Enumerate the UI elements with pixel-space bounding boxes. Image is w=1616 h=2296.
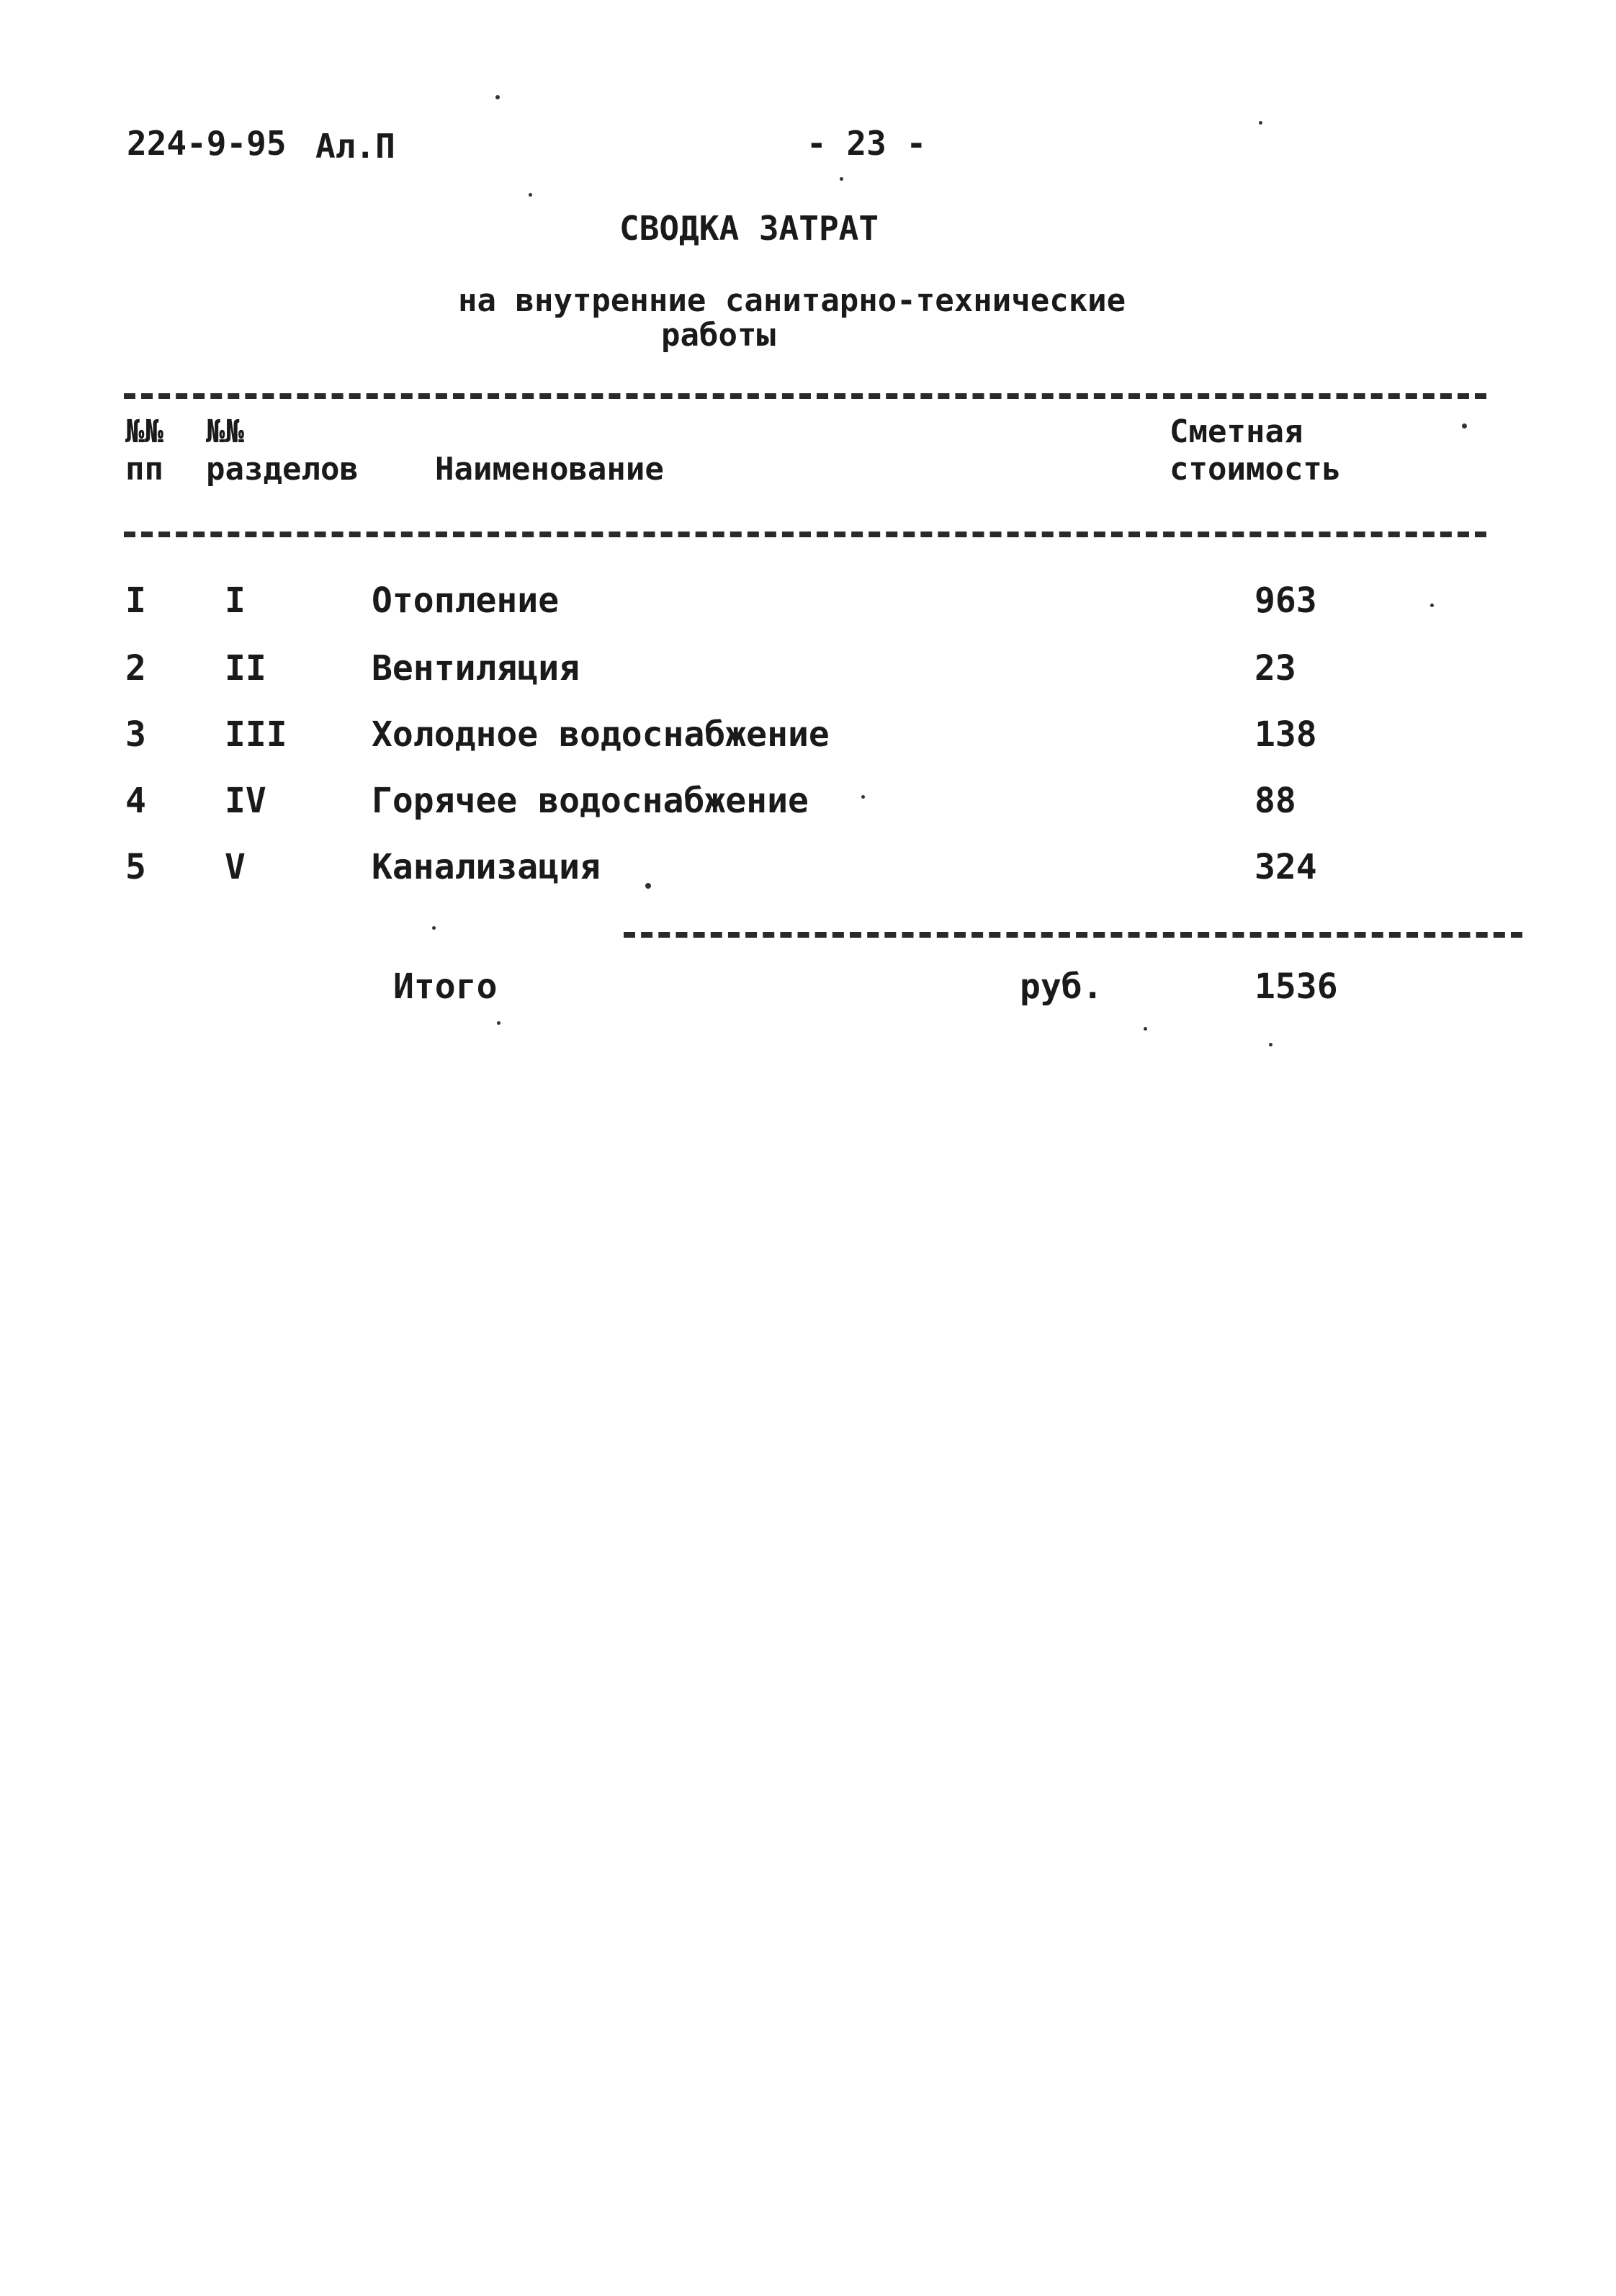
scan-speck	[497, 1021, 500, 1025]
page-subtitle-line1: на внутренние санитарно-технические	[458, 282, 1126, 319]
column-header-section-line2: разделов	[206, 451, 359, 488]
scan-speck	[645, 883, 651, 889]
document-code: 224-9-95	[127, 124, 287, 163]
album-label: Ал.П	[315, 127, 395, 166]
scan-speck	[840, 177, 843, 181]
row-section: II	[225, 648, 266, 689]
scan-speck	[529, 193, 532, 197]
row-cost: 23	[1254, 648, 1296, 689]
table-top-rule	[124, 393, 1486, 399]
scan-speck	[432, 926, 436, 930]
row-name: Горячее водоснабжение	[372, 781, 809, 821]
page-subtitle-line2: работы	[661, 317, 776, 354]
row-section: I	[225, 580, 246, 621]
row-name: Отопление	[372, 580, 560, 621]
scan-speck	[1430, 604, 1434, 607]
total-unit: руб.	[1020, 967, 1103, 1007]
row-cost: 88	[1254, 781, 1296, 821]
column-header-name: Наименование	[435, 451, 664, 488]
row-section: IV	[225, 781, 266, 821]
total-label: Итого	[393, 967, 498, 1007]
scan-speck	[495, 95, 500, 99]
row-cost: 324	[1254, 847, 1317, 887]
scan-speck	[1144, 1027, 1147, 1031]
scan-speck	[1462, 423, 1467, 429]
row-section: III	[225, 714, 287, 755]
column-header-number-line2: пп	[125, 451, 163, 488]
row-name: Холодное водоснабжение	[372, 714, 830, 755]
row-number: 4	[125, 781, 146, 821]
row-section: V	[225, 847, 246, 887]
total-value: 1536	[1254, 967, 1338, 1007]
row-name: Вентиляция	[372, 648, 580, 689]
page-title: СВОДКА ЗАТРАТ	[619, 209, 879, 248]
row-cost: 963	[1254, 580, 1317, 621]
scan-speck	[861, 795, 865, 799]
row-number: 2	[125, 648, 146, 689]
scan-speck	[1269, 1043, 1272, 1046]
row-number: I	[125, 580, 146, 621]
total-rule	[624, 932, 1522, 938]
row-number: 5	[125, 847, 146, 887]
scan-speck	[1259, 121, 1262, 125]
column-header-cost-line2: стоимость	[1170, 451, 1342, 488]
table-header-rule	[124, 532, 1486, 537]
row-number: 3	[125, 714, 146, 755]
column-header-number-line1: №№	[125, 413, 163, 450]
page-number: - 23 -	[807, 124, 927, 163]
row-cost: 138	[1254, 714, 1317, 755]
column-header-cost-line1: Сметная	[1170, 413, 1303, 450]
column-header-section-line1: №№	[206, 413, 244, 450]
row-name: Канализация	[372, 847, 601, 887]
